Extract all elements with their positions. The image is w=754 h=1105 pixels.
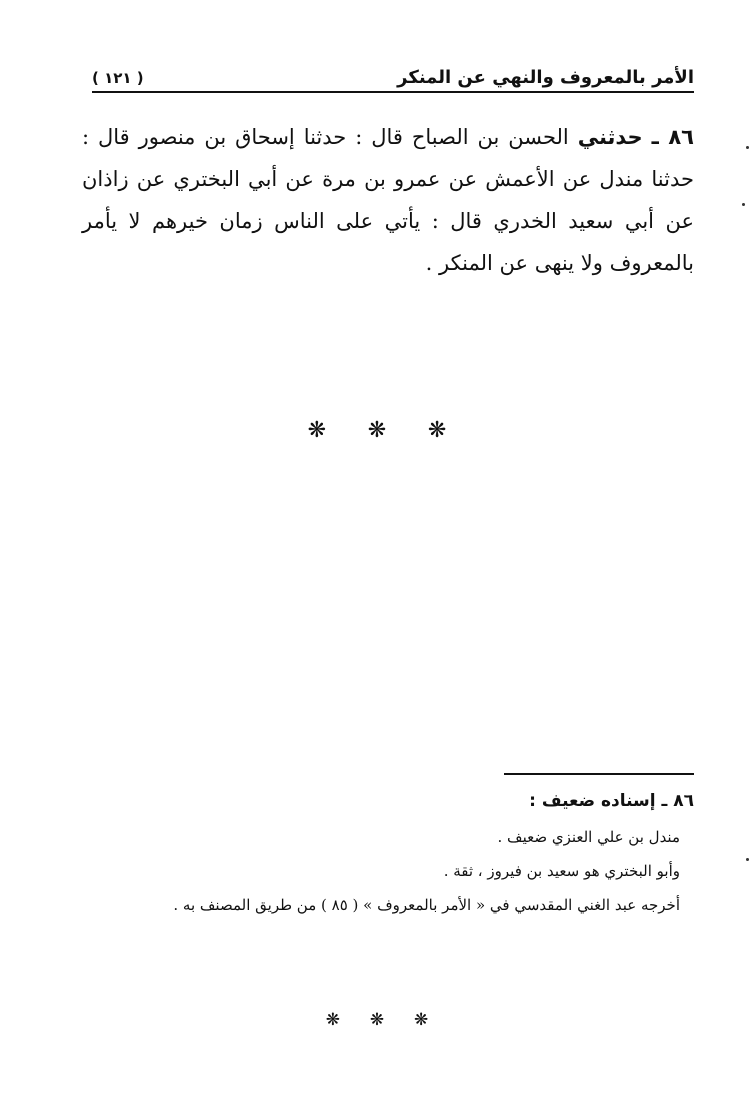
hadith-text: الحسن بن الصباح قال : حدثنا إسحاق بن منصور قال : حدثنا مندل عن الأعمش عن عمرو بن مرة عن أبي البختري عن زاذان عن أبي سعيد الخدري قال : يأتي على الناس زمان خيرهم لا يأمر بالمعروف ولا ينهى عن المنكر .	[82, 125, 694, 275]
footnote-line: مندل بن علي العنزي ضعيف .	[497, 828, 680, 846]
footnote-heading: ٨٦ ـ إسناده ضعيف :	[529, 791, 694, 811]
section-separator-bottom	[0, 1010, 754, 1030]
section-separator-top	[0, 418, 754, 443]
separator-star: ❋	[367, 418, 387, 443]
header-title: الأمر بالمعروف والنهي عن المنكر	[397, 67, 694, 88]
margin-mark	[746, 858, 749, 861]
footnotes	[110, 786, 694, 922]
margin-mark	[742, 203, 745, 206]
header-rule	[92, 91, 694, 93]
page-number: ( ١٢١ )	[92, 69, 144, 87]
separator-star: ❋	[414, 1010, 429, 1030]
hadith-number: ٨٦ ـ	[651, 125, 694, 149]
running-header	[92, 60, 694, 90]
footnote-line: وأبو البختري هو سعيد بن فيروز ، ثقة .	[443, 862, 680, 880]
hadith-paragraph	[82, 116, 694, 284]
footnote-rule	[504, 773, 694, 775]
hadith-lead-word: حدثني	[577, 125, 643, 149]
separator-star: ❋	[307, 418, 327, 443]
separator-star: ❋	[427, 418, 447, 443]
separator-star: ❋	[325, 1010, 340, 1030]
margin-mark	[746, 146, 749, 149]
footnote-line: أخرجه عبد الغني المقدسي في « الأمر بالمعروف » ( ٨٥ ) من طريق المصنف به .	[173, 896, 680, 914]
separator-star: ❋	[369, 1010, 385, 1030]
